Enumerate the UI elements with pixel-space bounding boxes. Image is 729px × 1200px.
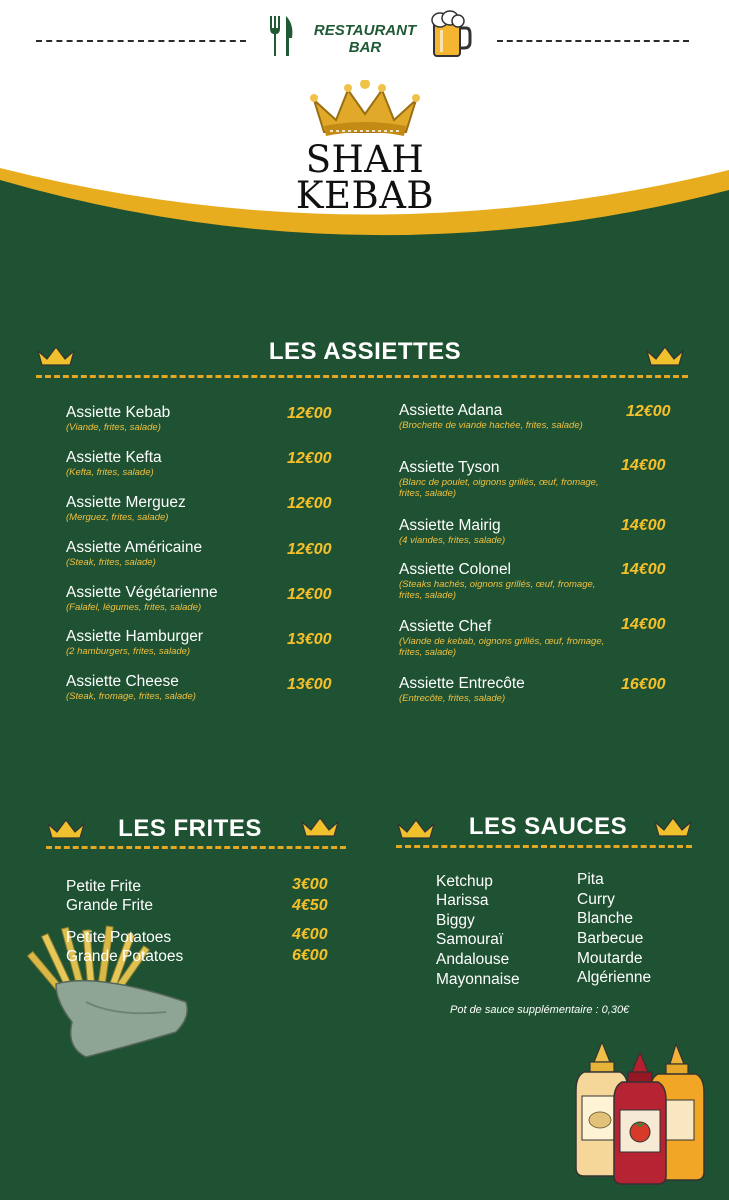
price: 16€00 — [621, 676, 666, 693]
sauce-item: Andalouse — [436, 951, 510, 968]
sauce-item: Curry — [577, 891, 615, 908]
menu-item-assiette-kebab: Assiette Kebab (Viande, frites, salade) — [66, 404, 171, 433]
frites-item: Grande Potatoes — [66, 948, 184, 965]
header-dashed-line-right — [497, 40, 689, 42]
sauce-item: Mayonnaise — [436, 971, 520, 988]
price: 3€00 — [292, 876, 328, 893]
crown-icon — [36, 345, 76, 367]
menu-item-assiette-mairig: Assiette Mairig (4 viandes, frites, salade) — [399, 517, 506, 546]
crown-icon — [653, 816, 693, 838]
price: 14€00 — [621, 616, 666, 633]
price: 12€00 — [287, 405, 332, 422]
assiettes-divider — [36, 375, 688, 378]
menu-item-assiette-merguez: Assiette Merguez (Merguez, frites, salade) — [66, 494, 186, 523]
price: 14€00 — [621, 517, 666, 534]
crown-icon — [300, 816, 340, 838]
price: 14€00 — [621, 561, 666, 578]
price: 12€00 — [626, 403, 671, 420]
sauce-bottles-image — [570, 1040, 710, 1185]
price: 12€00 — [287, 586, 332, 603]
menu-item-assiette-americaine: Assiette Américaine (Steak, frites, salade) — [66, 539, 203, 568]
price: 12€00 — [287, 541, 332, 558]
menu-item-assiette-colonel: Assiette Colonel (Steaks hachés, oignons grillés, œuf, fromage, frites, salade) — [399, 561, 596, 601]
brand-logo-text — [290, 138, 440, 217]
price: 12€00 — [287, 450, 332, 467]
price: 13€00 — [287, 631, 332, 648]
menu-item-assiette-chef: Assiette Chef (Viande de kebab, oignons grillés, œuf, fromage, frites, salade) — [399, 618, 605, 658]
crown-icon — [46, 818, 86, 840]
frites-item: Petite Potatoes — [66, 929, 172, 946]
header-dashed-line-left — [36, 40, 246, 42]
sauce-item: Blanche — [577, 910, 634, 927]
assiettes-title: LES ASSIETTES — [268, 338, 462, 365]
menu-item-assiette-vegetarienne: Assiette Végétarienne (Falafel, légumes, frites, salade) — [66, 584, 218, 613]
menu-item-assiette-entrecote: Assiette Entrecôte (Entrecôte, frites, salade) — [399, 675, 525, 704]
sauces-divider — [396, 845, 692, 848]
sauce-item: Pita — [577, 871, 604, 888]
sauce-item: Harissa — [436, 892, 489, 909]
frites-title: LES FRITES — [118, 815, 262, 842]
price: 4€00 — [292, 926, 328, 943]
price: 4€50 — [292, 897, 328, 914]
sauce-item: Biggy — [436, 912, 475, 929]
frites-item: Grande Frite — [66, 897, 154, 914]
sauce-item: Barbecue — [577, 930, 644, 947]
restaurant-bar-label: RESTAURANT BAR — [313, 22, 417, 56]
frites-item: Petite Frite — [66, 878, 141, 895]
sauce-item: Moutarde — [577, 950, 643, 967]
crown-logo-icon — [308, 80, 422, 142]
price: 6€00 — [292, 947, 328, 964]
sauce-note: Pot de sauce supplémentaire : 0,30€ — [450, 1004, 630, 1016]
price: 14€00 — [621, 457, 666, 474]
crown-icon — [645, 345, 685, 367]
price: 13€00 — [287, 676, 332, 693]
frites-divider — [46, 846, 346, 849]
brand-line-1: SHAH — [305, 138, 425, 181]
sauces-title: LES SAUCES — [468, 813, 628, 840]
menu-item-assiette-hamburger: Assiette Hamburger (2 hamburgers, frites, salade) — [66, 628, 203, 657]
menu-item-assiette-cheese: Assiette Cheese (Steak, fromage, frites, salade) — [66, 673, 196, 702]
crown-icon — [396, 818, 436, 840]
beer-mug-icon — [430, 10, 472, 60]
fork-knife-icon — [268, 14, 296, 58]
sauce-item: Samouraï — [436, 931, 504, 948]
menu-item-assiette-kefta: Assiette Kefta (Kefta, frites, salade) — [66, 449, 162, 478]
menu-item-assiette-adana: Assiette Adana (Brochette de viande hachée, frites, salade) — [399, 402, 583, 431]
sauce-item: Algérienne — [577, 969, 652, 986]
price: 12€00 — [287, 495, 332, 512]
sauce-item: Ketchup — [436, 873, 493, 890]
menu-item-assiette-tyson: Assiette Tyson (Blanc de poulet, oignons grillés, œuf, fromage, frites, salade) — [399, 459, 599, 499]
brand-line-2: KEBAB — [295, 174, 435, 217]
